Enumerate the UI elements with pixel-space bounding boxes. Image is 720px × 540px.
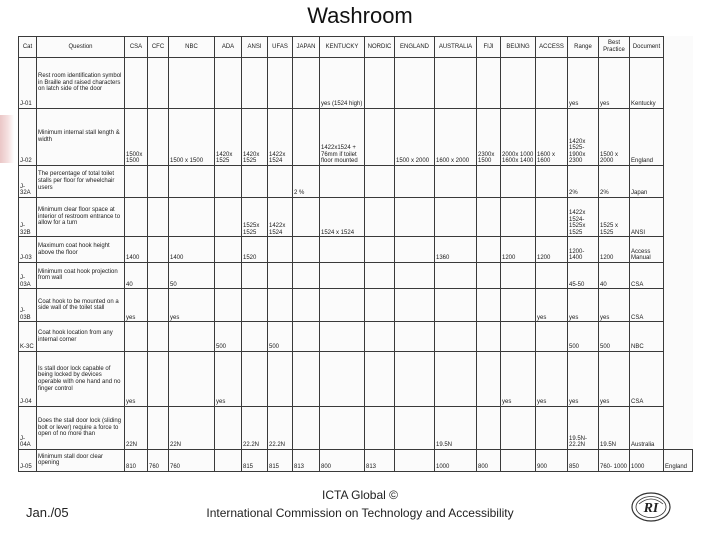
value-cell: [365, 197, 395, 237]
value-cell: [501, 197, 536, 237]
value-cell: 1524 x 1524: [320, 197, 365, 237]
table-row: [19, 289, 693, 322]
table-row: [19, 449, 693, 471]
value-cell: [395, 165, 435, 197]
value-cell: [320, 351, 365, 406]
value-cell: [365, 165, 395, 197]
value-cell: [435, 197, 477, 237]
value-cell: [215, 58, 242, 109]
value-cell: 800: [477, 449, 501, 471]
value-cell: [268, 237, 293, 262]
value-cell: Japan: [630, 165, 664, 197]
value-cell: [215, 289, 242, 322]
value-cell: [320, 322, 365, 352]
value-cell: [365, 322, 395, 352]
value-cell: [501, 262, 536, 288]
value-cell: 22.2N: [242, 406, 268, 449]
value-cell: [148, 406, 169, 449]
value-cell: [365, 237, 395, 262]
value-cell: 1420x 1525: [215, 108, 242, 165]
value-cell: 1525x 1525: [242, 197, 268, 237]
value-cell: [536, 322, 568, 352]
value-cell: [242, 58, 268, 109]
value-cell: [365, 351, 395, 406]
value-cell: 1400: [169, 237, 215, 262]
value-cell: [148, 197, 169, 237]
value-cell: [395, 197, 435, 237]
value-cell: [242, 165, 268, 197]
value-cell: [320, 262, 365, 288]
value-cell: [435, 58, 477, 109]
header-cell: Question: [37, 37, 125, 58]
value-cell: 800: [320, 449, 365, 471]
row-id-cell: K-3C: [19, 322, 37, 352]
value-cell: CSA: [630, 289, 664, 322]
value-cell: yes: [536, 289, 568, 322]
value-cell: [268, 58, 293, 109]
value-cell: 850: [568, 449, 599, 471]
value-cell: 1360: [435, 237, 477, 262]
value-cell: yes: [536, 351, 568, 406]
row-id-cell: J-32B: [19, 197, 37, 237]
value-cell: [435, 165, 477, 197]
value-cell: [365, 406, 395, 449]
header-cell: UFAS: [268, 37, 293, 58]
footer-org-name: International Commission on Technology and Accessibility: [206, 506, 514, 520]
value-cell: 2300x 1500: [477, 108, 501, 165]
value-cell: [268, 165, 293, 197]
header-cell: ANSI: [242, 37, 268, 58]
value-cell: 1400: [125, 237, 148, 262]
value-cell: 1000: [435, 449, 477, 471]
question-cell: Minimum internal stall length & width: [37, 108, 125, 165]
value-cell: 22.2N: [268, 406, 293, 449]
value-cell: [148, 108, 169, 165]
question-cell: Coat hook location from any internal corner: [37, 322, 125, 352]
value-cell: 2000x 1000 1600x 1400: [501, 108, 536, 165]
value-cell: yes: [568, 351, 599, 406]
value-cell: CSA: [630, 351, 664, 406]
washroom-requirements-table: [18, 36, 693, 472]
value-cell: 1500x 1500: [125, 108, 148, 165]
value-cell: 50: [169, 262, 215, 288]
value-cell: [293, 406, 320, 449]
value-cell: 760: [148, 449, 169, 471]
table-row: [19, 165, 693, 197]
header-cell: ADA: [215, 37, 242, 58]
value-cell: [501, 58, 536, 109]
value-cell: [169, 165, 215, 197]
value-cell: [501, 165, 536, 197]
value-cell: [477, 197, 501, 237]
value-cell: yes: [599, 289, 630, 322]
value-cell: [501, 406, 536, 449]
value-cell: [501, 289, 536, 322]
value-cell: 500: [599, 322, 630, 352]
value-cell: 813: [293, 449, 320, 471]
value-cell: [395, 237, 435, 262]
value-cell: 40: [599, 262, 630, 288]
table-row: [19, 406, 693, 449]
value-cell: Australia: [630, 406, 664, 449]
value-cell: [536, 58, 568, 109]
header-cell: Document: [630, 37, 664, 58]
value-cell: CSA: [630, 262, 664, 288]
value-cell: 1200: [501, 237, 536, 262]
value-cell: [435, 289, 477, 322]
value-cell: 40: [125, 262, 148, 288]
ri-logo-icon: [630, 490, 672, 524]
value-cell: 22N: [169, 406, 215, 449]
value-cell: [169, 58, 215, 109]
value-cell: [435, 351, 477, 406]
value-cell: [148, 322, 169, 352]
row-id-cell: J-04A: [19, 406, 37, 449]
row-id-cell: J-04: [19, 351, 37, 406]
value-cell: [320, 165, 365, 197]
value-cell: [365, 262, 395, 288]
value-cell: [169, 322, 215, 352]
value-cell: [477, 58, 501, 109]
table-row: [19, 322, 693, 352]
value-cell: [242, 351, 268, 406]
value-cell: [365, 58, 395, 109]
value-cell: Access Manual: [630, 237, 664, 262]
value-cell: [215, 165, 242, 197]
value-cell: yes: [125, 351, 148, 406]
value-cell: [365, 289, 395, 322]
value-cell: 1422x 1524- 1525x 1525: [568, 197, 599, 237]
value-cell: 1422x 1524: [268, 108, 293, 165]
value-cell: yes: [599, 58, 630, 109]
row-id-cell: J-02: [19, 108, 37, 165]
header-cell: AUSTRALIA: [435, 37, 477, 58]
question-cell: Coat hook to be mounted on a side wall of the toilet stall: [37, 289, 125, 322]
value-cell: [477, 351, 501, 406]
value-cell: [215, 197, 242, 237]
value-cell: [477, 322, 501, 352]
value-cell: yes: [215, 351, 242, 406]
value-cell: 810: [125, 449, 148, 471]
table-row: [19, 351, 693, 406]
value-cell: [477, 237, 501, 262]
value-cell: 1525 x 1525: [599, 197, 630, 237]
value-cell: [365, 108, 395, 165]
footer-credit: [160, 486, 560, 522]
value-cell: [293, 108, 320, 165]
table-row: [19, 237, 693, 262]
table-row: [19, 197, 693, 237]
header-cell: Best Practice: [599, 37, 630, 58]
value-cell: [215, 237, 242, 262]
value-cell: [501, 449, 536, 471]
footer-org-line: ICTA Global ©: [322, 488, 398, 502]
value-cell: [148, 237, 169, 262]
value-cell: yes: [501, 351, 536, 406]
table-row: [19, 262, 693, 288]
value-cell: 2 %: [293, 165, 320, 197]
value-cell: [148, 58, 169, 109]
slide-title: Washroom: [307, 3, 413, 28]
value-cell: 19.5N- 22.2N: [568, 406, 599, 449]
value-cell: 1000: [630, 449, 664, 471]
value-cell: 815: [242, 449, 268, 471]
value-cell: England: [664, 449, 693, 471]
value-cell: [320, 406, 365, 449]
value-cell: [536, 406, 568, 449]
value-cell: [320, 289, 365, 322]
table-row: [19, 58, 693, 109]
header-cell: Cat: [19, 37, 37, 58]
value-cell: [477, 289, 501, 322]
value-cell: [125, 197, 148, 237]
question-cell: Maximum coat hook height above the floor: [37, 237, 125, 262]
value-cell: 1520: [242, 237, 268, 262]
row-id-cell: J-03B: [19, 289, 37, 322]
value-cell: 1200: [536, 237, 568, 262]
value-cell: yes: [599, 351, 630, 406]
value-cell: 19.5N: [435, 406, 477, 449]
header-cell: ACCESS: [536, 37, 568, 58]
question-cell: The percentage of total toilet stalls per floor for wheelchair users: [37, 165, 125, 197]
value-cell: [169, 197, 215, 237]
value-cell: 1600 x 2000: [435, 108, 477, 165]
value-cell: 1200: [599, 237, 630, 262]
header-cell: NBC: [169, 37, 215, 58]
table-header-row: [19, 37, 693, 58]
value-cell: Kentucky: [630, 58, 664, 109]
value-cell: [501, 322, 536, 352]
value-cell: [395, 322, 435, 352]
header-cell: KENTUCKY: [320, 37, 365, 58]
logo-text: RI: [643, 501, 659, 516]
header-cell: ENGLAND: [395, 37, 435, 58]
value-cell: 1420x 1525- 1900x 2300: [568, 108, 599, 165]
value-cell: [395, 289, 435, 322]
value-cell: [477, 165, 501, 197]
value-cell: [215, 262, 242, 288]
value-cell: NBC: [630, 322, 664, 352]
value-cell: yes: [125, 289, 148, 322]
row-id-cell: J-03: [19, 237, 37, 262]
value-cell: [395, 449, 435, 471]
decorative-accent-bar: [0, 115, 14, 163]
table-row: [19, 108, 693, 165]
value-cell: [242, 289, 268, 322]
value-cell: 760- 1000: [599, 449, 630, 471]
value-cell: [242, 322, 268, 352]
value-cell: [215, 449, 242, 471]
question-cell: Is stall door lock capable of being locked by devices operable with one hand and no finger control: [37, 351, 125, 406]
question-cell: Minimum coat hook projection from wall: [37, 262, 125, 288]
value-cell: [435, 262, 477, 288]
question-cell: Minimum stall door clear opening: [37, 449, 125, 471]
value-cell: 1600 x 1600: [536, 108, 568, 165]
value-cell: [148, 165, 169, 197]
value-cell: [536, 197, 568, 237]
value-cell: [395, 406, 435, 449]
header-cell: CFC: [148, 37, 169, 58]
value-cell: 19.5N: [599, 406, 630, 449]
value-cell: [395, 262, 435, 288]
header-cell: FIJI: [477, 37, 501, 58]
value-cell: 1500 x 1500: [169, 108, 215, 165]
header-cell: NORDIC: [365, 37, 395, 58]
value-cell: [477, 262, 501, 288]
value-cell: [320, 237, 365, 262]
value-cell: [395, 58, 435, 109]
value-cell: yes: [568, 58, 599, 109]
value-cell: [268, 289, 293, 322]
scanned-table-sheet: [18, 36, 693, 472]
header-cell: Range: [568, 37, 599, 58]
value-cell: yes: [169, 289, 215, 322]
question-cell: Rest room identification symbol in Braille and raised characters on latch side of the door: [37, 58, 125, 109]
row-id-cell: J-05: [19, 449, 37, 471]
value-cell: ANSI: [630, 197, 664, 237]
value-cell: [435, 322, 477, 352]
value-cell: [242, 262, 268, 288]
value-cell: 760: [169, 449, 215, 471]
value-cell: [268, 351, 293, 406]
question-cell: Does the stall door lock (sliding bolt or lever) require a force to open of no more than: [37, 406, 125, 449]
value-cell: [125, 322, 148, 352]
row-id-cell: J-03A: [19, 262, 37, 288]
value-cell: 1500 x 2000: [395, 108, 435, 165]
value-cell: 22N: [125, 406, 148, 449]
value-cell: [293, 351, 320, 406]
header-cell: JAPAN: [293, 37, 320, 58]
value-cell: 2%: [568, 165, 599, 197]
header-cell: CSA: [125, 37, 148, 58]
row-id-cell: J-01: [19, 58, 37, 109]
value-cell: 500: [268, 322, 293, 352]
value-cell: 1422x1524 + 76mm if toilet floor mounted: [320, 108, 365, 165]
value-cell: yes (1524 high): [320, 58, 365, 109]
value-cell: 1500 x 2000: [599, 108, 630, 165]
value-cell: 900: [536, 449, 568, 471]
value-cell: [169, 351, 215, 406]
value-cell: [125, 58, 148, 109]
value-cell: [125, 165, 148, 197]
value-cell: [536, 262, 568, 288]
value-cell: [215, 406, 242, 449]
value-cell: [268, 262, 293, 288]
question-cell: Minimum clear floor space at interior of restroom entrance to allow for a turn: [37, 197, 125, 237]
value-cell: 815: [268, 449, 293, 471]
value-cell: [536, 165, 568, 197]
value-cell: 45-50: [568, 262, 599, 288]
value-cell: England: [630, 108, 664, 165]
value-cell: [293, 237, 320, 262]
value-cell: [395, 351, 435, 406]
table-body: [19, 58, 693, 472]
value-cell: 813: [365, 449, 395, 471]
value-cell: 500: [568, 322, 599, 352]
value-cell: [293, 262, 320, 288]
value-cell: [293, 58, 320, 109]
value-cell: [293, 289, 320, 322]
value-cell: [148, 289, 169, 322]
value-cell: 500: [215, 322, 242, 352]
value-cell: 2%: [599, 165, 630, 197]
footer-date: Jan./05: [26, 505, 69, 520]
row-id-cell: J-32A: [19, 165, 37, 197]
value-cell: yes: [568, 289, 599, 322]
value-cell: [148, 351, 169, 406]
value-cell: 1200- 1400: [568, 237, 599, 262]
value-cell: [477, 406, 501, 449]
value-cell: 1422x 1524: [268, 197, 293, 237]
value-cell: 1420x 1525: [242, 108, 268, 165]
value-cell: [293, 197, 320, 237]
header-cell: BEIJING: [501, 37, 536, 58]
value-cell: [293, 322, 320, 352]
value-cell: [148, 262, 169, 288]
